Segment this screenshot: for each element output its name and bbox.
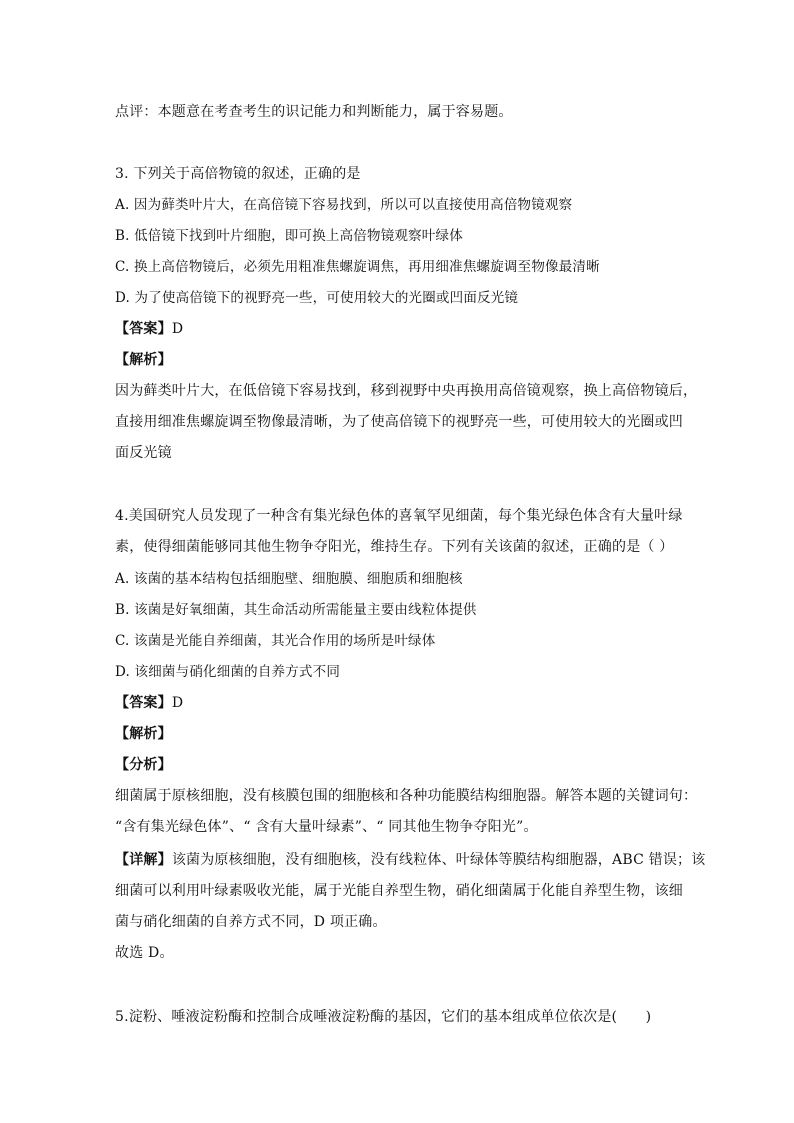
q3-analysis-line: 直接用细准焦螺旋调至物像最清晰，为了使高倍镜下的视野亮一些，可使用较大的光圈或凹: [115, 414, 683, 430]
q4-detail-line: 细菌可以利用叶绿素吸收光能，属于光能自养型生物，硝化细菌属于化能自养型生物，该细: [115, 883, 683, 899]
q3-analysis-line: 因为藓类叶片大，在低倍镜下容易找到，移到视野中央再换用高倍镜观察，换上高倍物镜后，: [115, 383, 698, 399]
q4-detail: [115, 850, 705, 870]
q4-option-a: A. 该菌的基本结构包括细胞壁、细胞膜、细胞质和细胞核: [115, 571, 463, 587]
detail-text: 该菌为原核细胞，没有细胞核，没有线粒体、叶绿体等膜结构细胞器，ABC 错误；该: [171, 852, 706, 868]
detail-label: 【详解】: [115, 852, 172, 868]
q4-stem-line: 4.美国研究人员发现了一种含有集光绿色体的喜氧罕见细菌，每个集光绿色体含有大量叶绿: [115, 508, 683, 524]
q3-option-b: B. 低倍镜下找到叶片细胞，即可换上高倍物镜观察叶绿体: [115, 228, 463, 244]
answer-value: D: [171, 321, 184, 337]
answer-label: 【答案】: [115, 321, 172, 337]
q5-stem: 5.淀粉、唾液淀粉酶和控制合成唾液淀粉酶的基因，它们的基本组成单位依次是( ): [115, 1009, 652, 1025]
q4-fenxi-line: 细菌属于原核细胞，没有核膜包围的细胞核和各种功能膜结构细胞器。解答本题的关键词句：: [115, 788, 698, 804]
q4-stem-line: 素，使得细菌能够同其他生物争夺阳光，维持生存。下列有关该菌的叙述，正确的是（ ）: [115, 539, 674, 555]
answer-value: D: [171, 695, 184, 711]
q3-stem: 3. 下列关于高倍物镜的叙述，正确的是: [115, 166, 361, 182]
q4-answer: [115, 693, 183, 713]
q4-analysis-label: 【解析】: [115, 726, 172, 742]
q4-option-d: D. 该细菌与硝化细菌的自养方式不同: [115, 664, 341, 680]
q3-option-c: C. 换上高倍物镜后，必须先用粗准焦螺旋调焦，再用细准焦螺旋调至物像最清晰: [115, 259, 600, 275]
q4-fenxi-line: “含有集光绿色体”、“ 含有大量叶绿素”、“ 同其他生物争夺阳光”。: [115, 819, 538, 835]
q4-conclusion: 故选 D。: [115, 945, 174, 961]
q4-option-c: C. 该菌是光能自养细菌，其光合作用的场所是叶绿体: [115, 633, 436, 649]
q4-detail-line: 菌与硝化细菌的自养方式不同，D 项正确。: [115, 914, 387, 930]
q3-analysis-line: 面反光镜: [115, 445, 172, 461]
q4-fenxi-label: 【分析】: [115, 757, 172, 773]
answer-label: 【答案】: [115, 695, 172, 711]
q3-option-a: A. 因为藓类叶片大，在高倍镜下容易找到，所以可以直接使用高倍物镜观察: [115, 197, 573, 213]
comment-text: 点评：本题意在考查考生的识记能力和判断能力，属于容易题。: [115, 104, 513, 120]
q3-analysis-label: 【解析】: [115, 352, 172, 368]
q3-answer: [115, 319, 183, 339]
q3-option-d: D. 为了使高倍镜下的视野亮一些，可使用较大的光圈或凹面反光镜: [115, 290, 519, 306]
q4-option-b: B. 该菌是好氧细菌，其生命活动所需能量主要由线粒体提供: [115, 602, 477, 618]
